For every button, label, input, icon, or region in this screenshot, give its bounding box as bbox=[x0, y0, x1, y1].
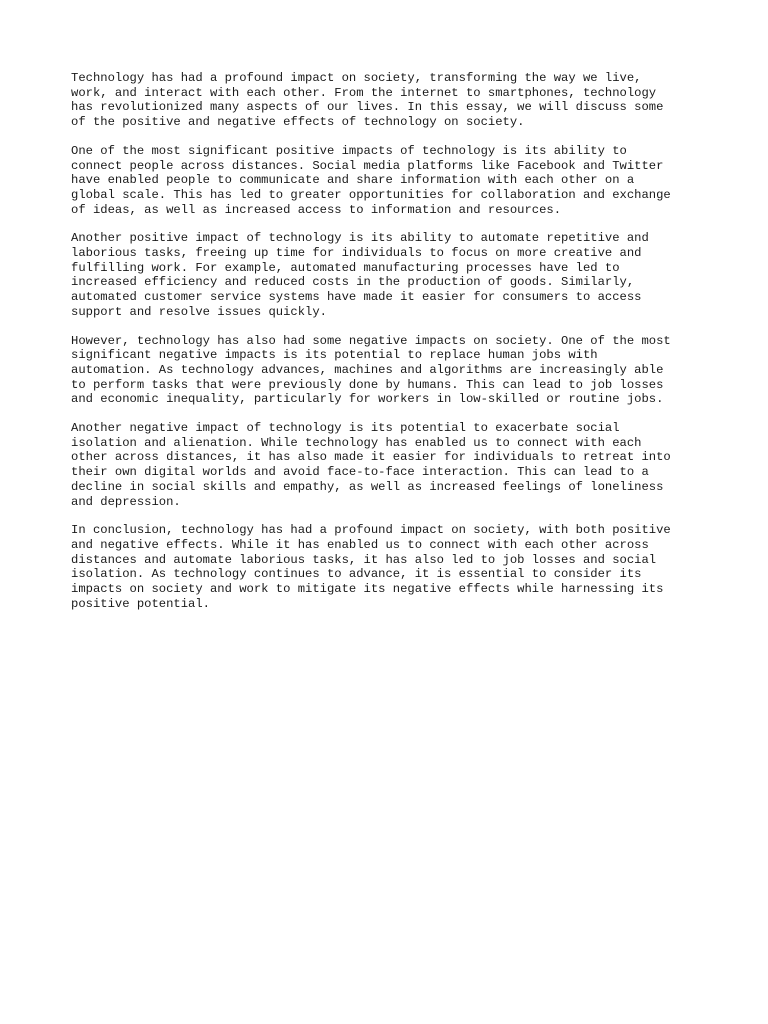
paragraph-job-loss: However, technology has also had some negative impacts on society. One of the most significant negative impacts is its potential to replace human jobs with automation. As technology advances, machines and algorithms are increasingly able to perform tasks that were previously done by humans. This can lead to job losses and economic inequality, particularly for workers in low-skilled or routine jobs. bbox=[71, 333, 671, 407]
paragraph-isolation: Another negative impact of technology is its potential to exacerbate social isolation and alienation. While technology has enabled us to connect with each other across distances, it has also made it easier for individuals to retreat into their own digital worlds and avoid face-to-face interaction. This can lead to a decline in social skills and empathy, as well as increased feelings of loneliness and depression. bbox=[71, 421, 671, 509]
paragraph-conclusion: In conclusion, technology has had a profound impact on society, with both positive and negative effects. While it has enabled us to connect with each other across distances and automate laborious tasks, it has also led to job losses and social isolation. As technology continues to advance, it is essential to consider its impacts on society and work to mitigate its negative effects while harnessing its positive potential. bbox=[71, 523, 671, 611]
document-page bbox=[71, 71, 711, 626]
paragraph-intro: Technology has had a profound impact on society, transforming the way we live, work, and interact with each other. From the internet to smartphones, technology has revolutionized many aspects of our lives. In this essay, we will discuss some of the positive and negative effects of technology on society. bbox=[71, 71, 664, 130]
paragraph-connectivity: One of the most significant positive impacts of technology is its ability to connect people across distances. Social media platforms like Facebook and Twitter have enabled people to communicate and share information with each other on a global scale. This has led to greater opportunities for collaboration and exchange of ideas, as well as increased access to information and resources. bbox=[71, 143, 671, 217]
paragraph-automation: Another positive impact of technology is its ability to automate repetitive and laborious tasks, freeing up time for individuals to focus on more creative and fulfilling work. For example, automated manufacturing processes have led to increased efficiency and reduced costs in the production of goods. Similarly, automated customer service systems have made it easier for consumers to access support and resolve issues quickly. bbox=[71, 231, 649, 319]
